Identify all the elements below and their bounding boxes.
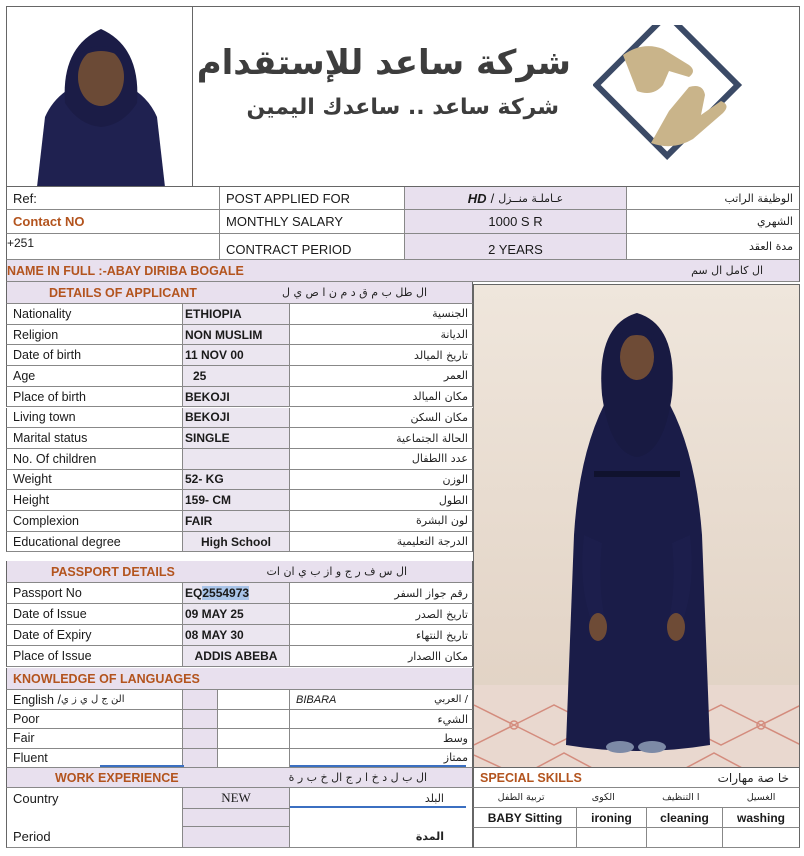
- skill-blank-1: [474, 828, 577, 847]
- details-row: [6, 428, 473, 449]
- passport-title-ar: ال س ف ر ج و از ب ي ان ات: [266, 565, 407, 578]
- work-country-row: [6, 788, 473, 808]
- details-row: [6, 345, 473, 366]
- detail-value: BEKOJI: [183, 408, 290, 428]
- skill-blank-3: [647, 828, 723, 847]
- name-row: [6, 260, 800, 282]
- full-name: NAME IN FULL :-ABAY DIRIBA BOGALE: [7, 263, 244, 278]
- language-level-label: Fair: [7, 729, 183, 747]
- country-label: Country: [7, 788, 183, 808]
- post-row: [6, 186, 800, 210]
- detail-label-ar: تاريخ الميالد: [414, 348, 468, 362]
- passport-row: [6, 583, 473, 604]
- work-period-row: [6, 826, 473, 848]
- detail-label-ar: الطول: [438, 493, 468, 507]
- detail-value: [183, 449, 290, 469]
- cv-header: [6, 6, 800, 186]
- detail-label-ar: الديانة: [440, 328, 468, 342]
- details-row: [6, 470, 473, 491]
- detail-value: FAIR: [183, 511, 290, 531]
- language-checkbox-english[interactable]: [183, 710, 218, 728]
- blue-underline-3: [290, 806, 466, 808]
- contract-row: [6, 234, 800, 260]
- details-row: [6, 325, 473, 346]
- skill-item: cleaning: [647, 808, 723, 827]
- country-value: NEW: [183, 788, 290, 808]
- detail-label-ar: عدد االطفال: [411, 452, 468, 466]
- language-english-row: [6, 690, 473, 710]
- english-check-2: [218, 690, 290, 709]
- detail-label: Weight: [7, 470, 183, 490]
- blue-underline: [100, 765, 184, 767]
- details-row: [6, 449, 473, 470]
- passport-label: Passport No: [7, 583, 183, 603]
- detail-value: 52- KG: [183, 470, 290, 490]
- language-level-row: [6, 710, 473, 729]
- detail-label: Complexion: [7, 511, 183, 531]
- languages-title: KNOWLEDGE OF LANGUAGES: [13, 671, 200, 686]
- detail-label: Living town: [7, 408, 183, 428]
- detail-label: Height: [7, 490, 183, 510]
- company-name: شركة ساعد للإستقدام: [196, 43, 571, 83]
- detail-label-ar: الدرجة التعليمية: [396, 535, 468, 549]
- details-title-ar: ال طل ب م ق د م ن ا ص ي ل: [281, 286, 427, 299]
- applicant-full-body-photo: [473, 284, 800, 768]
- passport-number: EQ 2554973: [183, 583, 290, 603]
- details-row: [6, 490, 473, 511]
- details-row: [6, 408, 473, 429]
- details-row: [6, 511, 473, 532]
- detail-label-ar: الحالة الجتماعية: [396, 431, 468, 445]
- skill-item: ironing: [577, 808, 647, 827]
- detail-label-ar: لون البشرة: [416, 514, 468, 528]
- period-label-ar: المدة: [415, 830, 444, 843]
- detail-label: Place of birth: [7, 387, 183, 407]
- skill-item: washing: [736, 810, 785, 825]
- language-checkbox-english[interactable]: [183, 749, 218, 767]
- passport-label: Date of Expiry: [7, 625, 183, 645]
- work-title-ar: ال ب ل د خ ا ر ج ال خ ب ر ة: [288, 771, 427, 784]
- language-level-label-ar: ممتاز: [443, 751, 468, 765]
- work-blank-cell: [7, 808, 183, 826]
- english-label: English / الن ج ل ي ز ي: [7, 690, 183, 709]
- passport-value: 08 MAY 30: [183, 625, 290, 645]
- detail-label-ar: العمر: [443, 369, 468, 383]
- language-level-label: Poor: [7, 710, 183, 728]
- post-label: POST APPLIED FOR: [220, 187, 405, 209]
- contact-label: Contact NO: [7, 210, 220, 233]
- contract-value: 2 YEARS: [405, 234, 627, 259]
- ref-label: Ref:: [7, 187, 220, 209]
- work-title: WORK EXPERIENCE: [55, 770, 179, 785]
- skill-header-ar: الكوى: [591, 792, 615, 803]
- detail-value: 11 NOV 00: [183, 345, 290, 365]
- skills-blank-row: [473, 828, 800, 848]
- skills-items-row: [473, 808, 800, 828]
- skill-blank-2: [577, 828, 647, 847]
- detail-label: Nationality: [7, 304, 183, 324]
- detail-label: Marital status: [7, 428, 183, 448]
- detail-label-ar: الوزن: [442, 472, 468, 486]
- details-row: [6, 366, 473, 387]
- skills-header: [473, 768, 800, 788]
- detail-value: 159- CM: [183, 490, 290, 510]
- passport-row: [6, 625, 473, 646]
- passport-label-ar: مكان االصدار: [407, 649, 468, 663]
- work-blank-value: [183, 808, 290, 826]
- company-slogan: شركة ساعد .. ساعدك اليمين: [246, 95, 559, 120]
- detail-value: 25: [183, 366, 290, 386]
- skills-ar-row: [473, 788, 800, 808]
- skill-item: BABY Sitting: [474, 808, 577, 827]
- detail-value: BEKOJI: [183, 387, 290, 407]
- detail-label-ar: مكان الميالد: [412, 390, 468, 404]
- detail-value: NON MUSLIM: [183, 325, 290, 345]
- period-value: [183, 826, 290, 847]
- language-checkbox-arabic[interactable]: [218, 729, 290, 747]
- work-blank-row: [6, 808, 473, 826]
- details-row: [6, 304, 473, 325]
- skill-header-ar: تربية الطفل: [497, 792, 545, 803]
- work-header: [6, 768, 473, 788]
- hands-logo-icon: [593, 25, 751, 163]
- detail-value: ETHIOPIA: [183, 304, 290, 324]
- contract-label-ar: مدة العقد: [749, 240, 793, 253]
- language-level-row: [6, 729, 473, 748]
- passport-label: Place of Issue: [7, 646, 183, 666]
- salary-value: 1000 S R: [405, 210, 627, 233]
- language-level-label-ar: وسط: [443, 731, 468, 745]
- country-label-ar: البلد: [424, 791, 444, 805]
- period-label: Period: [7, 826, 183, 847]
- detail-value: SINGLE: [183, 428, 290, 448]
- english-check-1: [183, 690, 218, 709]
- details-row: [6, 387, 473, 408]
- salary-label: MONTHLY SALARY: [220, 210, 405, 233]
- detail-label: Religion: [7, 325, 183, 345]
- arabic-label: BIBARA العربي /: [296, 693, 468, 706]
- passport-row: [6, 604, 473, 625]
- passport-label: Date of Issue: [7, 604, 183, 624]
- salary-label-ar: الشهري: [757, 215, 793, 228]
- passport-header: [6, 561, 473, 583]
- details-row: [6, 532, 473, 553]
- passport-label-ar: تاريخ النتهاء: [415, 628, 468, 642]
- passport-value: ADDIS ABEBA: [183, 646, 290, 666]
- languages-header: [6, 668, 473, 690]
- language-level-label: Fluent: [7, 749, 183, 767]
- skill-header-ar: الغسيل: [746, 792, 776, 803]
- company-logo-area: [195, 7, 799, 187]
- contract-label: CONTRACT PERIOD: [220, 234, 405, 259]
- language-checkbox-arabic[interactable]: [218, 710, 290, 728]
- detail-label-ar: الجنسية: [432, 307, 468, 321]
- detail-label: Educational degree: [7, 532, 183, 552]
- detail-label: Age: [7, 366, 183, 386]
- passport-label-ar: تاريخ الصدر: [415, 607, 468, 621]
- language-level-label-ar: الشيء: [437, 712, 468, 726]
- applicant-portrait-photo: [7, 7, 193, 187]
- full-name-ar: ال كامل ال سم: [691, 264, 763, 277]
- phone-value: +251: [7, 234, 220, 259]
- post-value: HD / عـاملـة منــزل: [405, 187, 627, 209]
- passport-label-ar: رقم جواز السفر: [394, 586, 468, 600]
- detail-value: High School: [183, 532, 290, 552]
- skill-header-ar: ا التنظيف: [662, 792, 700, 803]
- detail-label: Date of birth: [7, 345, 183, 365]
- language-checkbox-arabic[interactable]: [218, 749, 290, 767]
- skills-ar-headers: [474, 788, 799, 807]
- skills-title-ar: خا صة مهارات: [717, 770, 789, 785]
- passport-title: PASSPORT DETAILS: [51, 564, 175, 579]
- blue-underline-2: [290, 765, 466, 767]
- details-header: [6, 282, 473, 304]
- passport-row: [6, 646, 473, 667]
- post-label-ar: الوظيفة الراتب: [724, 191, 793, 205]
- skills-title: SPECIAL SKILLS: [480, 770, 582, 785]
- detail-label-ar: مكان السكن: [410, 410, 468, 424]
- salary-row: [6, 210, 800, 234]
- passport-value: 09 MAY 25: [183, 604, 290, 624]
- language-checkbox-english[interactable]: [183, 729, 218, 747]
- details-title: DETAILS OF APPLICANT: [49, 285, 197, 300]
- detail-label: No. Of children: [7, 449, 183, 469]
